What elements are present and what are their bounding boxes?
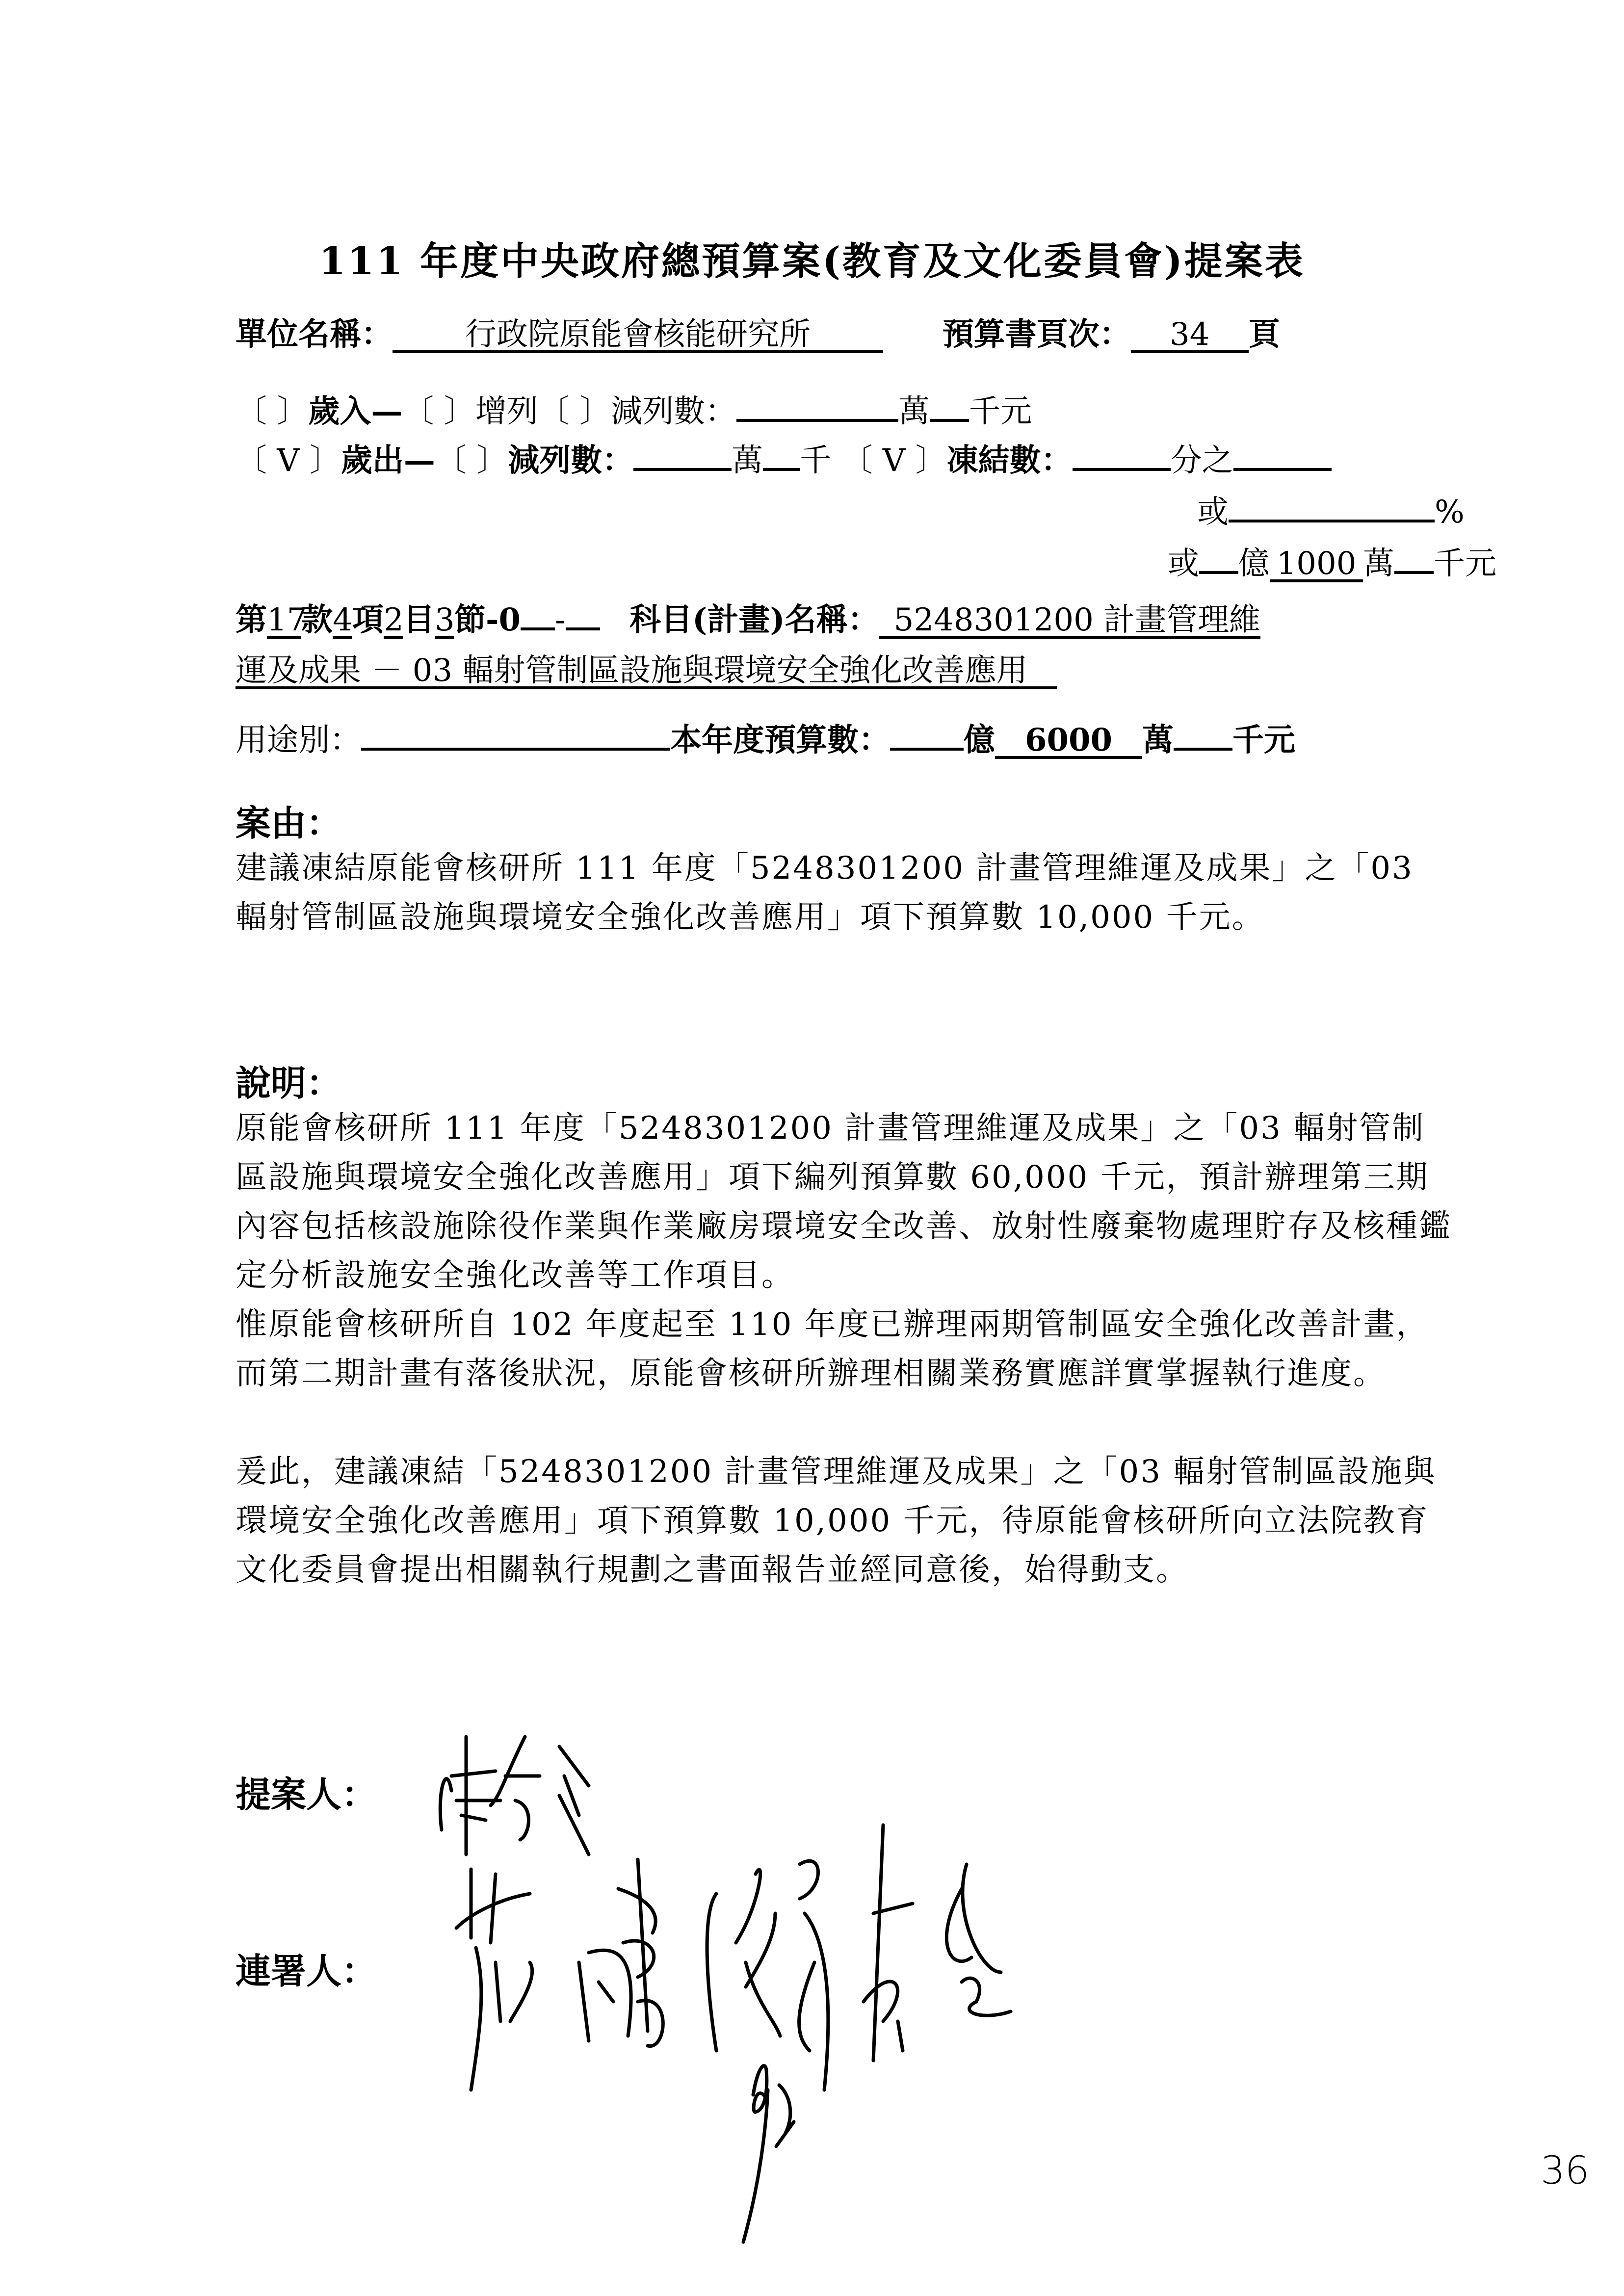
budget-wan-value: 6000 (995, 725, 1142, 759)
expense-row (236, 437, 1332, 479)
revenue-checkbox[interactable]: 〔 〕 (236, 393, 309, 430)
page-number: 36 (1541, 2149, 1590, 2193)
or-label: 或 (1197, 494, 1229, 530)
usage-row (236, 716, 1295, 759)
reason-heading: 案由： (236, 802, 342, 844)
cosigner-signatures (442, 1815, 1325, 2134)
signature-stroke-4 (864, 1825, 1011, 2061)
xiang-label: 項 (352, 601, 384, 638)
increase-label: 增列 (475, 393, 538, 430)
freeze-qian-blank[interactable] (1394, 540, 1434, 574)
expense-checkbox[interactable]: 〔 V 〕 (236, 443, 341, 479)
budget-yi-blank[interactable] (890, 716, 964, 751)
kuan-value: 17 (267, 602, 307, 638)
jie-value: 3 (435, 602, 455, 638)
page-suffix: 頁 (1248, 316, 1280, 353)
cosigner-label: 連署人： (236, 1950, 377, 1992)
unit-value: 行政院原能會核能研究所 (393, 319, 883, 353)
usage-label: 用途別： (236, 722, 361, 758)
revenue-qianyuan: 千元 (969, 393, 1032, 430)
revenue-label: 歲入— (308, 393, 403, 430)
freeze-label: 凍結數： (946, 442, 1073, 479)
increase-checkbox[interactable]: 〔 〕 (402, 393, 475, 430)
account-row (236, 596, 1260, 639)
freeze-checkbox[interactable]: 〔 V 〕 (841, 443, 947, 479)
di-label: 第 (236, 601, 267, 638)
fraction-text: 分之 (1170, 443, 1233, 479)
expense-decrease-checkbox[interactable]: 〔 〕 (435, 443, 508, 479)
expense-decrease-label: 減列數： (508, 442, 634, 479)
revenue-wan-blank[interactable] (736, 388, 898, 422)
percent-blank[interactable] (1229, 488, 1435, 522)
proposer-label: 提案人： (236, 1774, 377, 1815)
freeze-yi: 億 (1238, 546, 1270, 582)
budget-qian-blank[interactable] (1174, 716, 1232, 751)
freeze-qianyuan: 千元 (1434, 546, 1496, 582)
subject-line2-row (236, 652, 1057, 689)
page-label: 預算書頁次： (942, 316, 1131, 353)
revenue-qian-blank[interactable] (930, 388, 969, 422)
page-value: 34 (1131, 319, 1249, 353)
budget-qianyuan: 千元 (1232, 722, 1295, 758)
digit-two-stroke (776, 2085, 794, 2146)
explanation-heading: 說明： (236, 1062, 342, 1104)
explanation-paragraph-2: 惟原能會核研所自 102 年度起至 110 年度已辦理兩期管制區安全強化改善計畫，而第二期計畫有落後狀況，原能會核研所辦理相關業務實應詳實掌握執行進度。 (236, 1306, 1429, 1392)
handwritten-number (736, 2036, 883, 2257)
signature-stroke-1 (456, 1869, 532, 2090)
sub-blank-2[interactable] (566, 596, 600, 630)
revenue-decrease-checkbox[interactable]: 〔 〕 (538, 393, 611, 430)
subject-label: 科目(計畫)名稱： (629, 601, 879, 638)
revenue-decrease-label: 減列數： (611, 393, 737, 430)
freeze-amount-row (1168, 540, 1496, 582)
kuan-label: 款 (301, 601, 333, 638)
mu-value: 2 (384, 602, 404, 638)
unit-row (236, 316, 1280, 353)
jie-label: 節-0 (454, 601, 521, 638)
freeze-percent-row (1197, 488, 1465, 528)
percent-sign: % (1435, 494, 1465, 530)
usage-blank[interactable] (361, 716, 670, 751)
mu-label: 目 (403, 601, 435, 638)
expense-wan-blank[interactable] (633, 437, 732, 471)
expense-wan: 萬 (732, 443, 763, 479)
unit-label: 單位名稱： (236, 316, 393, 353)
reason-text: 建議凍結原能會核研所 111 年度「5248301200 計畫管理維運及成果」之「03 輻射管制區設施與環境安全強化改善應用」項下預算數 10,000 千元。 (236, 850, 1414, 936)
subject-value-line1: 5248301200 計畫管理維 (879, 604, 1261, 639)
explanation-paragraph-1: 原能會核研所 111 年度「5248301200 計畫管理維運及成果」之「03 輻射管制區設施與環境安全強化改善應用」項下編列預算數 60,000 千元，預計辦理第三期內容包括核設施除役作業與作業廠房環境安全改善、放射性廢棄物處理貯存及核種鑑定分析設施安全強化改善等工作項目。 (236, 1110, 1452, 1294)
dash: - (555, 602, 566, 638)
signature-stroke-2 (579, 1859, 663, 2046)
budget-label: 本年度預算數： (670, 722, 890, 758)
freeze-yi-blank[interactable] (1199, 540, 1238, 574)
revenue-wan: 萬 (898, 393, 930, 430)
xiang-value: 4 (333, 602, 353, 638)
digit-nine-stroke (743, 2066, 768, 2242)
fraction-denominator-blank[interactable] (1073, 437, 1171, 471)
expense-qian-blank[interactable] (763, 437, 800, 471)
revenue-row (236, 388, 1032, 430)
freeze-wan: 萬 (1363, 546, 1394, 582)
expense-qian: 千 (800, 443, 832, 479)
explanation-paragraph-3: 爰此，建議凍結「5248301200 計畫管理維運及成果」之「03 輻射管制區設施與環境安全強化改善應用」項下預算數 10,000 千元，待原能會核研所向立法院教育文化委員會提出相關執行規劃之書面報告並經同意後，始得動支。 (236, 1454, 1437, 1588)
document-title: 111 年度中央政府總預算案(教育及文化委員會)提案表 (319, 239, 1305, 284)
expense-label: 歲出— (341, 442, 435, 479)
freeze-amount-wan: 1000 (1270, 548, 1363, 582)
subject-value-line2: 運及成果 － 03 輻射管制區設施與環境安全強化改善應用 (236, 655, 1057, 689)
or-label-2: 或 (1168, 546, 1199, 582)
budget-yi: 億 (964, 722, 995, 758)
fraction-numerator-blank[interactable] (1233, 437, 1332, 471)
sub-blank-1[interactable] (521, 596, 555, 630)
budget-wan: 萬 (1142, 722, 1174, 758)
